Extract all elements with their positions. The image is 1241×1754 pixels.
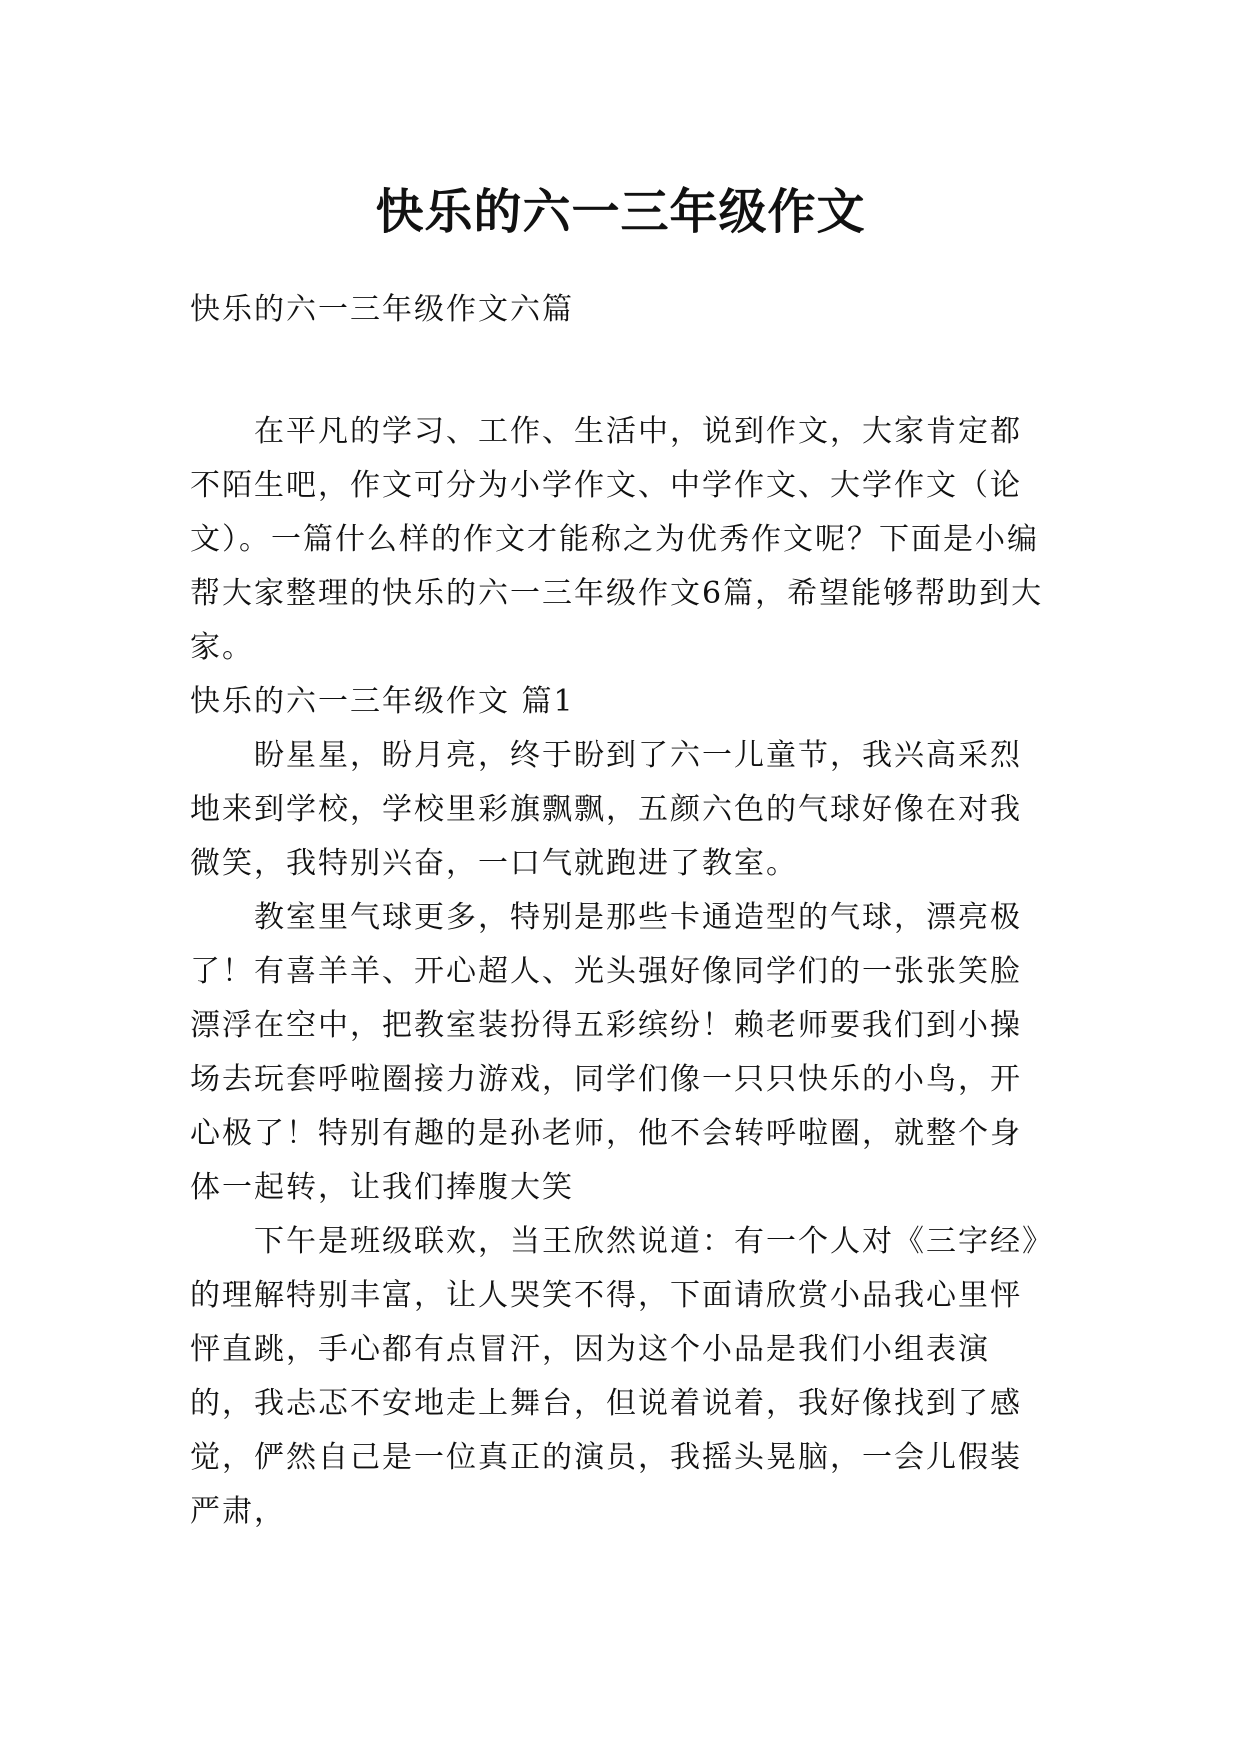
intro-paragraph: 在平凡的学习、工作、生活中，说到作文，大家肯定都不陌生吧，作文可分为小学作文、中学作文、大学作文（论文）。一篇什么样的作文才能称之为优秀作文呢？下面是小编帮大家整理的快乐的六一三年级作文6篇，希望能够帮助到大家。 (190, 414, 1044, 665)
document-title: 快乐的六一三年级作文 (375, 184, 866, 241)
body-paragraph-3: 下午是班级联欢，当王欣然说道：有一个人对《三字经》的理解特别丰富，让人哭笑不得，下面请欣赏小品我心里怦怦直跳，手心都有点冒汗，因为这个小品是我们小组表演的，我忐忑不安地走上舞台，但说着说着，我好像找到了感觉，俨然自己是一位真正的演员，我摇头晃脑，一会儿假装严肃， (190, 1224, 1039, 1529)
document-body (190, 405, 1050, 1539)
body-paragraph-2: 教室里气球更多，特别是那些卡通造型的气球，漂亮极了！有喜羊羊、开心超人、光头强好像同学们的一张张笑脸漂浮在空中，把教室装扮得五彩缤纷！赖老师要我们到小操场去玩套呼啦圈接力游戏，同学们像一只只快乐的小鸟，开心极了！特别有趣的是孙老师，他不会转呼啦圈，就整个身体一起转，让我们捧腹大笑 (190, 900, 1022, 1205)
body-paragraph-1: 盼星星，盼月亮，终于盼到了六一儿童节，我兴高采烈地来到学校，学校里彩旗飘飘，五颜六色的气球好像在对我微笑，我特别兴奋，一口气就跑进了教室。 (190, 738, 1022, 881)
document-subtitle: 快乐的六一三年级作文六篇 (190, 292, 574, 327)
section-heading: 快乐的六一三年级作文 篇1 (190, 684, 575, 719)
